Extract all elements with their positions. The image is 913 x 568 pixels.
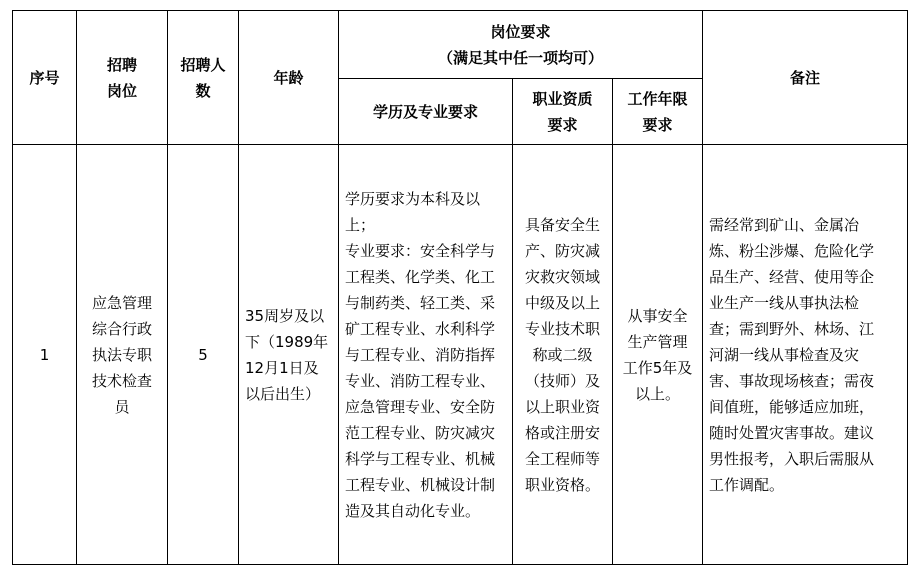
cell-remarks: 需经常到矿山、金属冶 炼、粉尘涉爆、危险化学 品生产、经营、使用等企 业生产一线从事执法检 查；需到野外、林场、江 河湖一线从事检查及灾 害、事故现场核查；需夜 间值班，能够适应加班， 随时处置灾害事故。建议 男性报考，入职后需服从 工作调配。 xyxy=(703,145,908,565)
cell-count: 5 xyxy=(168,145,239,565)
header-age: 年龄 xyxy=(239,11,339,145)
cell-seq: 1 xyxy=(13,145,77,565)
header-count: 招聘人 数 xyxy=(168,11,239,145)
header-requirements: 岗位要求 （满足其中任一项均可） xyxy=(339,11,703,79)
header-experience: 工作年限 要求 xyxy=(613,79,703,145)
cell-qualification: 具备安全生 产、防灾减 灾救灾领域 中级及以上 专业技术职 称或二级 （技师）及 以上职业资 格或注册安 全工程师等 职业资格。 xyxy=(513,145,613,565)
recruitment-table xyxy=(12,10,908,565)
cell-position: 应急管理 综合行政 执法专职 技术检查 员 xyxy=(77,145,168,565)
header-remarks: 备注 xyxy=(703,11,908,145)
cell-age: 35周岁及以 下（1989年 12月1日及 以后出生） xyxy=(239,145,339,565)
cell-experience: 从事安全 生产管理 工作5年及 以上。 xyxy=(613,145,703,565)
header-seq: 序号 xyxy=(13,11,77,145)
header-position: 招聘 岗位 xyxy=(77,11,168,145)
header-education: 学历及专业要求 xyxy=(339,79,513,145)
header-qualification: 职业资质 要求 xyxy=(513,79,613,145)
cell-education: 学历要求为本科及以 上； 专业要求：安全科学与 工程类、化学类、化工 与制药类、轻工类、采 矿工程专业、水利科学 与工程专业、消防指挥 专业、消防工程专业、 应急管理专业、安全防 范工程专业、防灾减灾 科学与工程专业、机械 工程专业、机械设计制 造及其自动化专业。 xyxy=(339,145,513,565)
